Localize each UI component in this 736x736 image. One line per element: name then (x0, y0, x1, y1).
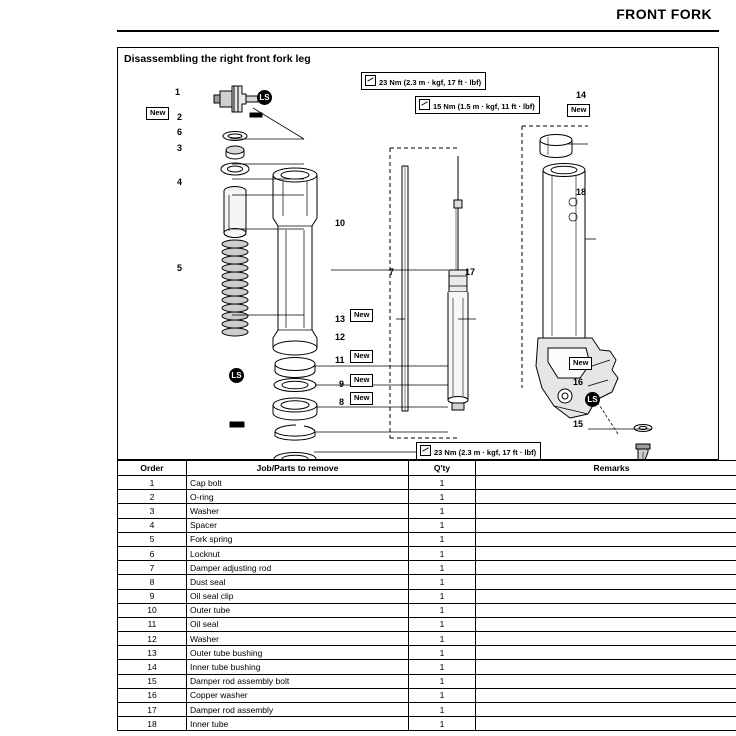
torque-note-locknut: 15 Nm (1.5 m · kgf, 11 ft · lbf) (415, 96, 540, 114)
cell-job: Damper rod assembly (187, 703, 409, 717)
cell-qty: 1 (409, 703, 476, 717)
part-washer-12 (274, 379, 316, 392)
cell-order: 2 (118, 490, 187, 504)
cell-job: Cap bolt (187, 476, 409, 490)
cell-remarks (476, 504, 736, 518)
cell-remarks (476, 518, 736, 532)
new-badge-inner-bushing: New (567, 104, 590, 117)
callout-12: 12 (335, 332, 346, 342)
callout-10: 10 (335, 218, 346, 228)
callout-7: 7 (389, 267, 395, 277)
cell-qty: 1 (409, 674, 476, 688)
cell-remarks (476, 532, 736, 546)
torque-note-cap-bolt: 23 Nm (2.3 m · kgf, 17 ft · lbf) (361, 72, 486, 90)
diagram-title: Disassembling the right front fork leg (124, 53, 311, 65)
part-dust-seal (274, 453, 316, 460)
cell-job: Damper rod assembly bolt (187, 674, 409, 688)
table-row (118, 518, 736, 532)
cell-order: 10 (118, 603, 187, 617)
cell-remarks (476, 589, 736, 603)
column-header-order: Order (118, 461, 187, 476)
part-locknut (226, 146, 244, 159)
table-row (118, 717, 736, 731)
cell-remarks (476, 688, 736, 702)
table-row (118, 546, 736, 560)
table-row (118, 617, 736, 631)
cell-job: Outer tube bushing (187, 646, 409, 660)
cell-order: 16 (118, 688, 187, 702)
callout-4: 4 (177, 177, 183, 187)
cell-order: 7 (118, 561, 187, 575)
cell-order: 12 (118, 632, 187, 646)
new-badge-oil-seal: New (350, 350, 373, 363)
part-damper-rod-assembly (448, 156, 468, 410)
cell-order: 14 (118, 660, 187, 674)
callout-11: 11 (335, 355, 345, 365)
cell-qty: 1 (409, 561, 476, 575)
cell-qty: 1 (409, 575, 476, 589)
cell-job: Washer (187, 504, 409, 518)
cell-qty: 1 (409, 546, 476, 560)
page-title: FRONT FORK (616, 6, 712, 22)
new-badge-outer-bushing: New (350, 309, 373, 322)
torque-wrench-icon (365, 75, 376, 86)
table-row (118, 674, 736, 688)
part-outer-tube (273, 168, 317, 355)
cell-order: 5 (118, 532, 187, 546)
cell-qty: 1 (409, 532, 476, 546)
callout-6: 6 (177, 127, 183, 137)
table-row (118, 561, 736, 575)
cell-job: Oil seal (187, 617, 409, 631)
cell-remarks (476, 717, 736, 731)
cell-qty: 1 (409, 490, 476, 504)
ls-badge-dust-seal: LS (229, 368, 244, 383)
table-row (118, 603, 736, 617)
new-badge-copper-washer: New (569, 357, 592, 370)
table-row (118, 703, 736, 717)
parts-table (117, 460, 736, 731)
cell-order: 13 (118, 646, 187, 660)
cell-qty: 1 (409, 632, 476, 646)
table-row (118, 476, 736, 490)
torque-wrench-icon (420, 445, 431, 456)
cell-qty: 1 (409, 660, 476, 674)
callout-5: 5 (177, 263, 183, 273)
cell-job: Dust seal (187, 575, 409, 589)
cell-remarks (476, 546, 736, 560)
cell-job: Copper washer (187, 688, 409, 702)
exploded-diagram-panel (117, 47, 719, 460)
table-row (118, 504, 736, 518)
page-header (0, 0, 736, 30)
column-header-qty: Q'ty (409, 461, 476, 476)
callout-8: 8 (339, 397, 345, 407)
cell-job: Outer tube (187, 603, 409, 617)
torque-note-damper-rod-bolt: 23 Nm (2.3 m · kgf, 17 ft · lbf) (416, 442, 541, 460)
column-header-remarks: Remarks (476, 461, 736, 476)
cell-qty: 1 (409, 476, 476, 490)
table-row (118, 660, 736, 674)
cell-remarks (476, 476, 736, 490)
callout-3: 3 (177, 143, 183, 153)
table-row (118, 646, 736, 660)
table-row (118, 688, 736, 702)
part-damper-rod-bolt (636, 444, 650, 459)
cell-order: 18 (118, 717, 187, 731)
part-fork-spring (222, 240, 248, 336)
table-body (118, 476, 736, 731)
part-outer-tube-bushing (275, 358, 315, 378)
torque-wrench-icon (419, 99, 430, 110)
cell-job: O-ring (187, 490, 409, 504)
part-washer-3 (221, 163, 249, 175)
ls-badge-rod-bolt: LS (585, 392, 600, 407)
cell-qty: 1 (409, 688, 476, 702)
callout-16: 16 (573, 377, 584, 387)
table-row (118, 589, 736, 603)
cell-job: Inner tube bushing (187, 660, 409, 674)
cell-order: 4 (118, 518, 187, 532)
cell-remarks (476, 660, 736, 674)
part-copper-washer (634, 425, 652, 432)
table-row (118, 532, 736, 546)
cell-job: Spacer (187, 518, 409, 532)
callout-9: 9 (339, 379, 345, 389)
callout-17: 17 (465, 267, 476, 277)
cell-job: Fork spring (187, 532, 409, 546)
part-oil-seal (273, 398, 317, 420)
part-oil-seal-clip (275, 425, 315, 440)
cell-remarks (476, 603, 736, 617)
cell-qty: 1 (409, 518, 476, 532)
part-inner-tube-bushing (540, 135, 572, 158)
part-damper-adjusting-rod (402, 166, 408, 411)
table-row (118, 575, 736, 589)
cell-order: 6 (118, 546, 187, 560)
new-badge-o-ring: New (146, 107, 169, 120)
callout-15: 15 (573, 419, 584, 429)
callout-18: 18 (576, 187, 587, 197)
table-header-row (118, 461, 736, 476)
cell-remarks (476, 646, 736, 660)
new-badge-dust-seal: New (350, 392, 373, 405)
ls-badge-cap-bolt: LS (257, 90, 272, 105)
cell-remarks (476, 490, 736, 504)
cell-job: Oil seal clip (187, 589, 409, 603)
table-row (118, 632, 736, 646)
cell-remarks (476, 703, 736, 717)
cell-order: 1 (118, 476, 187, 490)
cell-order: 15 (118, 674, 187, 688)
table-row (118, 490, 736, 504)
cell-remarks (476, 561, 736, 575)
cell-job: Damper adjusting rod (187, 561, 409, 575)
callout-13: 13 (335, 314, 346, 324)
cell-remarks (476, 617, 736, 631)
cell-order: 3 (118, 504, 187, 518)
cell-remarks (476, 632, 736, 646)
callout-14: 14 (576, 90, 587, 100)
new-badge-oil-seal-clip: New (350, 374, 373, 387)
cell-job: Locknut (187, 546, 409, 560)
cell-qty: 1 (409, 717, 476, 731)
cell-order: 9 (118, 589, 187, 603)
cell-order: 17 (118, 703, 187, 717)
callout-2: 2 (177, 112, 183, 122)
cell-qty: 1 (409, 603, 476, 617)
cell-order: 8 (118, 575, 187, 589)
cell-qty: 1 (409, 504, 476, 518)
callout-1: 1 (175, 87, 181, 97)
cell-remarks (476, 674, 736, 688)
cell-order: 11 (118, 617, 187, 631)
cell-remarks (476, 575, 736, 589)
part-spacer (224, 187, 246, 238)
column-header-job: Job/Parts to remove (187, 461, 409, 476)
cell-job: Washer (187, 632, 409, 646)
cell-qty: 1 (409, 646, 476, 660)
cell-job: Inner tube (187, 717, 409, 731)
header-divider (117, 30, 719, 32)
cell-qty: 1 (409, 589, 476, 603)
cell-qty: 1 (409, 617, 476, 631)
